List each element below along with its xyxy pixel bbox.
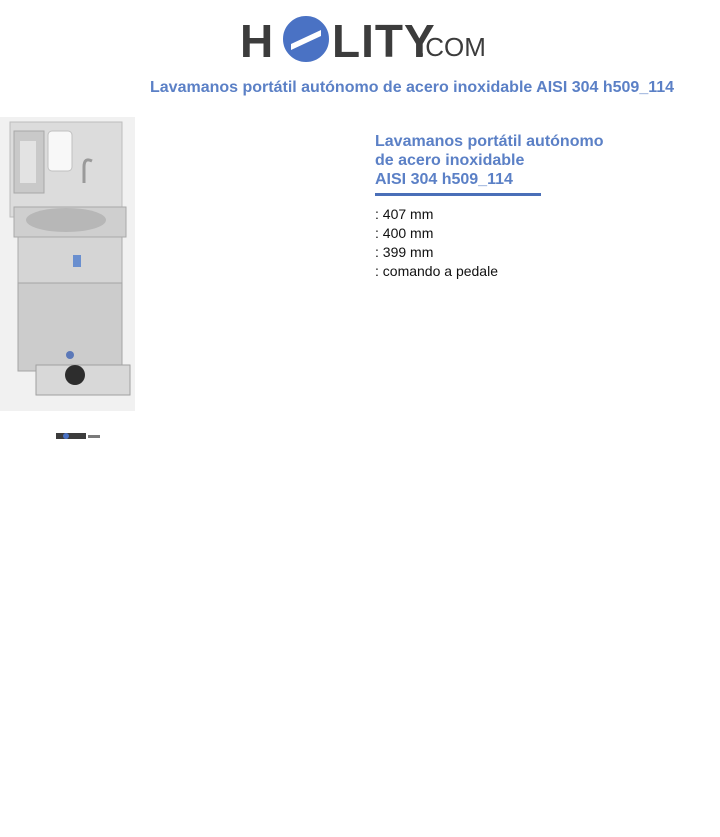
logo-letter-h: H [240, 15, 275, 67]
spec-item: : comando a pedale [375, 263, 498, 279]
logo-letters-lity: LITY [332, 15, 436, 67]
spec-item: : 399 mm [375, 244, 434, 260]
logo-o-mark [281, 14, 331, 64]
title-divider [375, 193, 541, 196]
logo-domain: .COM [418, 32, 486, 62]
product-title-line-2: de acero inoxidable [375, 152, 525, 169]
spec-item: : 400 mm [375, 225, 434, 241]
product-title-line-3: AISI 304 h509_114 [375, 171, 513, 188]
product-image[interactable] [0, 117, 135, 411]
small-brand-logo [56, 430, 102, 442]
brand-logo[interactable] [240, 12, 486, 68]
page-title: Lavamanos portátil autónomo de acero inoxidable AISI 304 h509_114 [150, 79, 675, 96]
spec-list [375, 205, 498, 281]
spec-item: : 407 mm [375, 206, 434, 222]
product-title-line-1: Lavamanos portátil autónomo [375, 133, 604, 150]
product-title [375, 132, 675, 189]
